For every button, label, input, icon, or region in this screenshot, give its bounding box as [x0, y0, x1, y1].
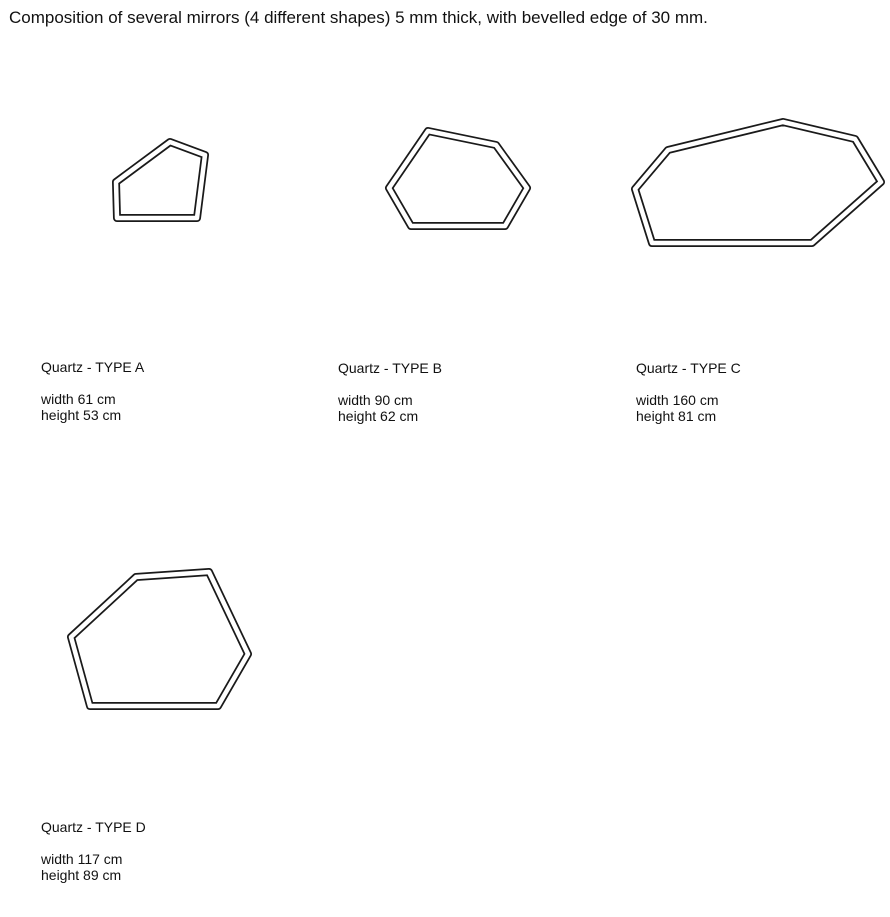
mirror-shape-type-c	[635, 122, 881, 243]
mirror-shape-type-d	[71, 572, 248, 706]
mirror-width: width 90 cm	[338, 392, 413, 408]
mirror-width: width 61 cm	[41, 391, 116, 407]
mirror-name: Quartz - TYPE A	[41, 359, 145, 375]
mirror-height: height 89 cm	[41, 867, 122, 883]
mirror-shape-type-a	[116, 142, 205, 218]
page-title: Composition of several mirrors (4 different shapes) 5 mm thick, with bevelled edge of 30 mm.	[9, 8, 708, 27]
mirror-name: Quartz - TYPE C	[636, 360, 741, 376]
mirror-height: height 53 cm	[41, 407, 122, 423]
mirror-caption-type-a	[41, 359, 144, 423]
mirror-width: width 117 cm	[41, 851, 123, 867]
mirror-height: height 62 cm	[338, 408, 419, 424]
mirror-height: height 81 cm	[636, 408, 717, 424]
mirror-caption-type-c	[636, 360, 741, 424]
mirror-name: Quartz - TYPE D	[41, 819, 146, 835]
mirror-caption-type-d	[41, 819, 146, 883]
mirror-caption-type-b	[338, 360, 442, 424]
mirror-shape-type-b	[389, 131, 527, 226]
mirror-width: width 160 cm	[636, 392, 719, 408]
mirror-name: Quartz - TYPE B	[338, 360, 442, 376]
